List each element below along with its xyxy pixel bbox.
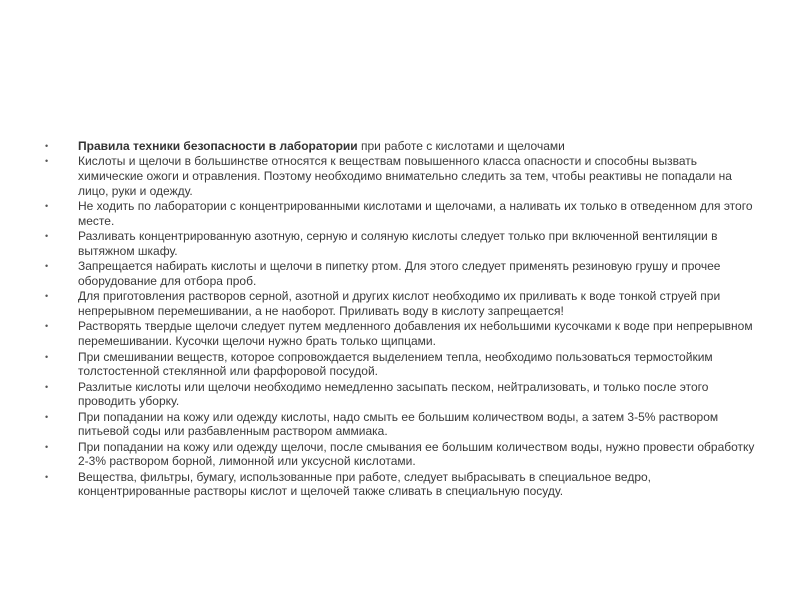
bullet-icon: •	[45, 141, 49, 151]
list-item	[40, 199, 760, 228]
bullet-icon: •	[45, 261, 49, 272]
section-heading: Правила техники безопасности в лаборатории	[78, 139, 358, 153]
list-item	[40, 319, 760, 348]
bullet-icon: •	[45, 156, 49, 167]
list-item	[40, 229, 760, 258]
list-item-text: При попадании на кожу или одежду щелочи, после смывания ее большим количеством воды, нужно провести обработку 2-3% раствором борной, лимонной или уксусной кислотами.	[78, 439, 755, 469]
list-item-text: При смешивании веществ, которое сопровождается выделением тепла, необходимо пользоваться термостойким толстостенной стеклянной или фарфоровой посудой.	[78, 349, 713, 379]
list-item	[40, 440, 760, 469]
bullet-icon: •	[45, 381, 49, 392]
bullet-icon: •	[45, 441, 49, 452]
list-item-text: Запрещается набирать кислоты и щелочи в пипетку ртом. Для этого следует применять резиновую грушу и прочее оборудование для отбора проб.	[78, 259, 721, 288]
list-item	[40, 350, 760, 379]
list-item-text: При попадании на кожу или одежду кислоты, надо смыть ее большим количеством воды, а затем 3-5% раствором питьевой соды или разбавленным раствором аммиака.	[78, 409, 719, 439]
bullet-icon: •	[45, 321, 49, 332]
bullet-icon: •	[45, 351, 49, 362]
safety-rules-list	[40, 139, 760, 500]
list-item-text: Растворять твердые щелочи следует путем медленного добавления их небольшими кусочками к воде при непрерывном перемешивании. Кусочки щелочи нужно брать только щипцами.	[78, 319, 753, 349]
list-item-text: Вещества, фильтры, бумагу, использованные при работе, следует выбрасывать в специальное ведро, концентрированные растворы кислот и щелочей также сливать в специальную посуду.	[78, 469, 652, 499]
list-item	[40, 259, 760, 288]
bullet-icon: •	[45, 231, 49, 242]
list-item	[40, 410, 760, 439]
list-item	[40, 289, 760, 318]
list-item-text: при работе с кислотами и щелочами	[357, 139, 565, 153]
list-item-text: Разлитые кислоты или щелочи необходимо немедленно засыпать песком, нейтрализовать, и только после этого проводить уборку.	[78, 379, 709, 409]
list-item-text: Кислоты и щелочи в большинстве относятся к веществам повышенного класса опасности и способны вызвать химические ожоги и отравления. Поэтому необходимо внимательно следить за тем, чтобы реактивы не попадали на лицо, руки и одежду.	[78, 154, 732, 198]
list-item-text: Разливать концентрированную азотную, серную и соляную кислоты следует только при включенной вентиляции в вытяжном шкафу.	[78, 229, 718, 258]
list-item-text: Для приготовления растворов серной, азотной и других кислот необходимо их приливать к воде тонкой струей при непрерывном перемешивании, а не наоборот. Приливать воду в кислоту запрещается!	[78, 289, 721, 318]
bullet-icon: •	[45, 411, 49, 422]
bullet-icon: •	[45, 291, 49, 302]
list-item	[40, 139, 760, 154]
bullet-icon: •	[45, 471, 49, 482]
list-item-text: Не ходить по лаборатории с концентрированными кислотами и щелочами, а наливать их только в отведенном для этого месте.	[78, 199, 753, 228]
list-item	[40, 470, 760, 499]
bullet-icon: •	[45, 201, 49, 212]
list-item	[40, 154, 760, 198]
list-item	[40, 380, 760, 409]
